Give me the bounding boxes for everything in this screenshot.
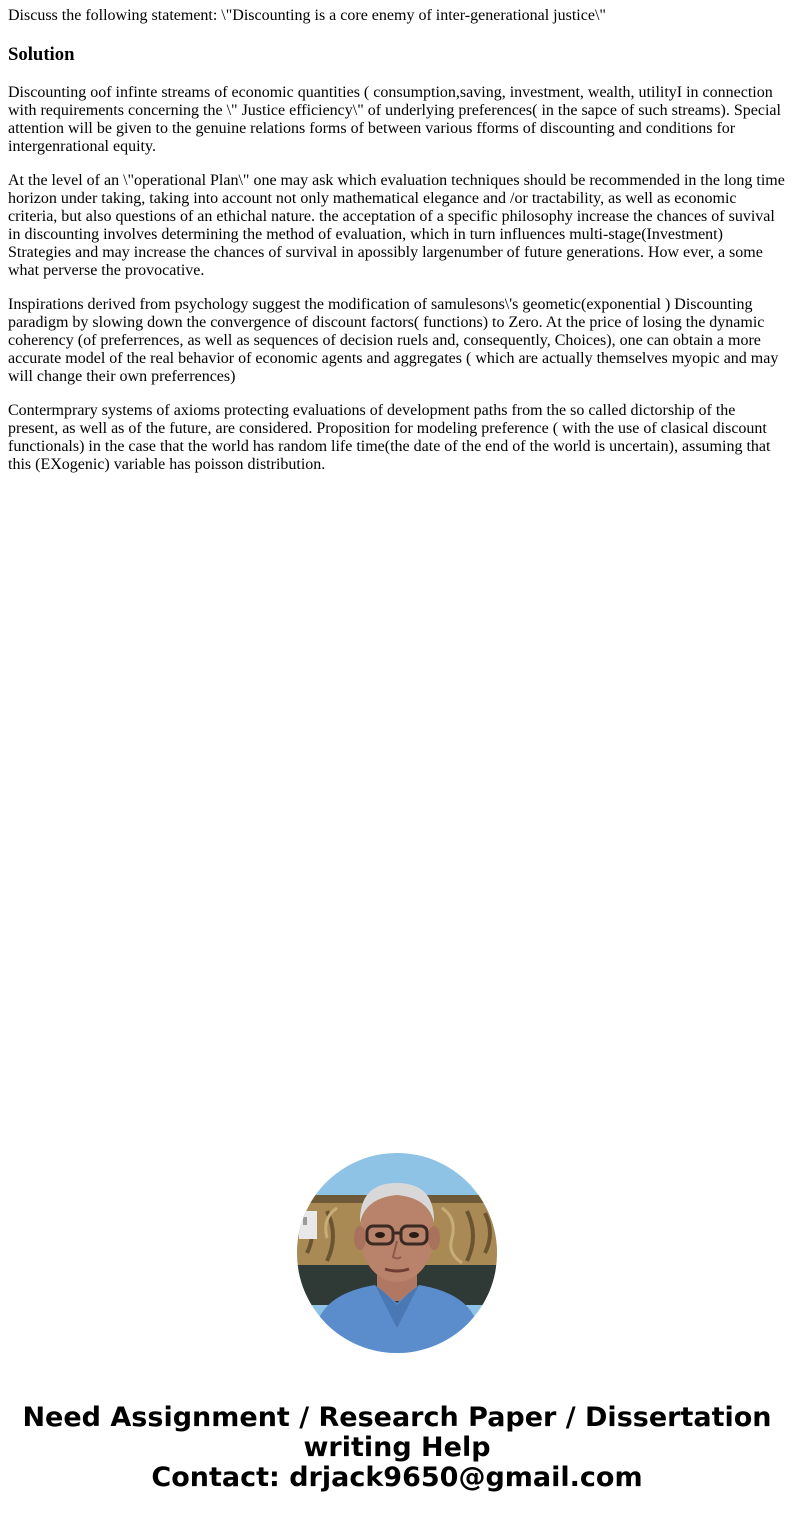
solution-heading: Solution — [8, 44, 75, 65]
promo-contact: Contact: drjack9650@gmail.com — [151, 1462, 643, 1493]
solution-paragraph: Inspirations derived from psychology suggest the modification of samulesons\'s geometic(exponential ) Discounting paradigm by slowing down the convergence of discount factors( functions) to Zero. At the price of losing the dynamic coherency (of preferrences, as well as sequences of decision ruels and, consequently, Choices), one can obtain a more accurate model of the real behavior of economic agents and aggregates ( which are actually themselves myopic and may will change their own preferrences) — [8, 296, 779, 385]
author-avatar — [297, 1153, 497, 1353]
question-text: Discuss the following statement: \"Discounting is a core enemy of inter-generational justice\" — [8, 7, 606, 24]
promo-line: writing Help — [303, 1432, 491, 1463]
promo-line: Need Assignment / Research Paper / Dissertation — [22, 1402, 772, 1433]
solution-paragraph: At the level of an \"operational Plan\" one may ask which evaluation techniques should be recommended in the long time horizon under taking, taking into account not only mathematical elegance and /or tractability, as well as economic criteria, but also questions of an ethichal nature. the acceptation of a specific philosophy increase the chances of suvival in discounting involves determining the method of evaluation, which in turn influences multi-stage(Investment) Strategies and may increase the chances of survival in apossibly largenumber of future generations. How ever, a some what perverse the provocative. — [8, 172, 785, 279]
promo-banner — [0, 1403, 794, 1493]
solution-paragraph: Discounting oof infinte streams of economic quantities ( consumption,saving, investment, wealth, utilityI in connection with requirements concerning the \" Justice efficiency\" of underlying preferences( in the sapce of such streams). Special attention will be given to the genuine relations forms of between various fforms of discounting and conditions for intergenrational equity. — [8, 84, 781, 155]
document-body — [8, 7, 786, 474]
solution-paragraph: Contermprary systems of axioms protecting evaluations of development paths from the so called dictorship of the present, as well as of the future, are considered. Proposition for modeling preference ( with the use of clasical discount functionals) in the case that the world has random life time(the date of the end of the world is uncertain), assuming that this (EXogenic) variable has poisson distribution. — [8, 402, 771, 473]
